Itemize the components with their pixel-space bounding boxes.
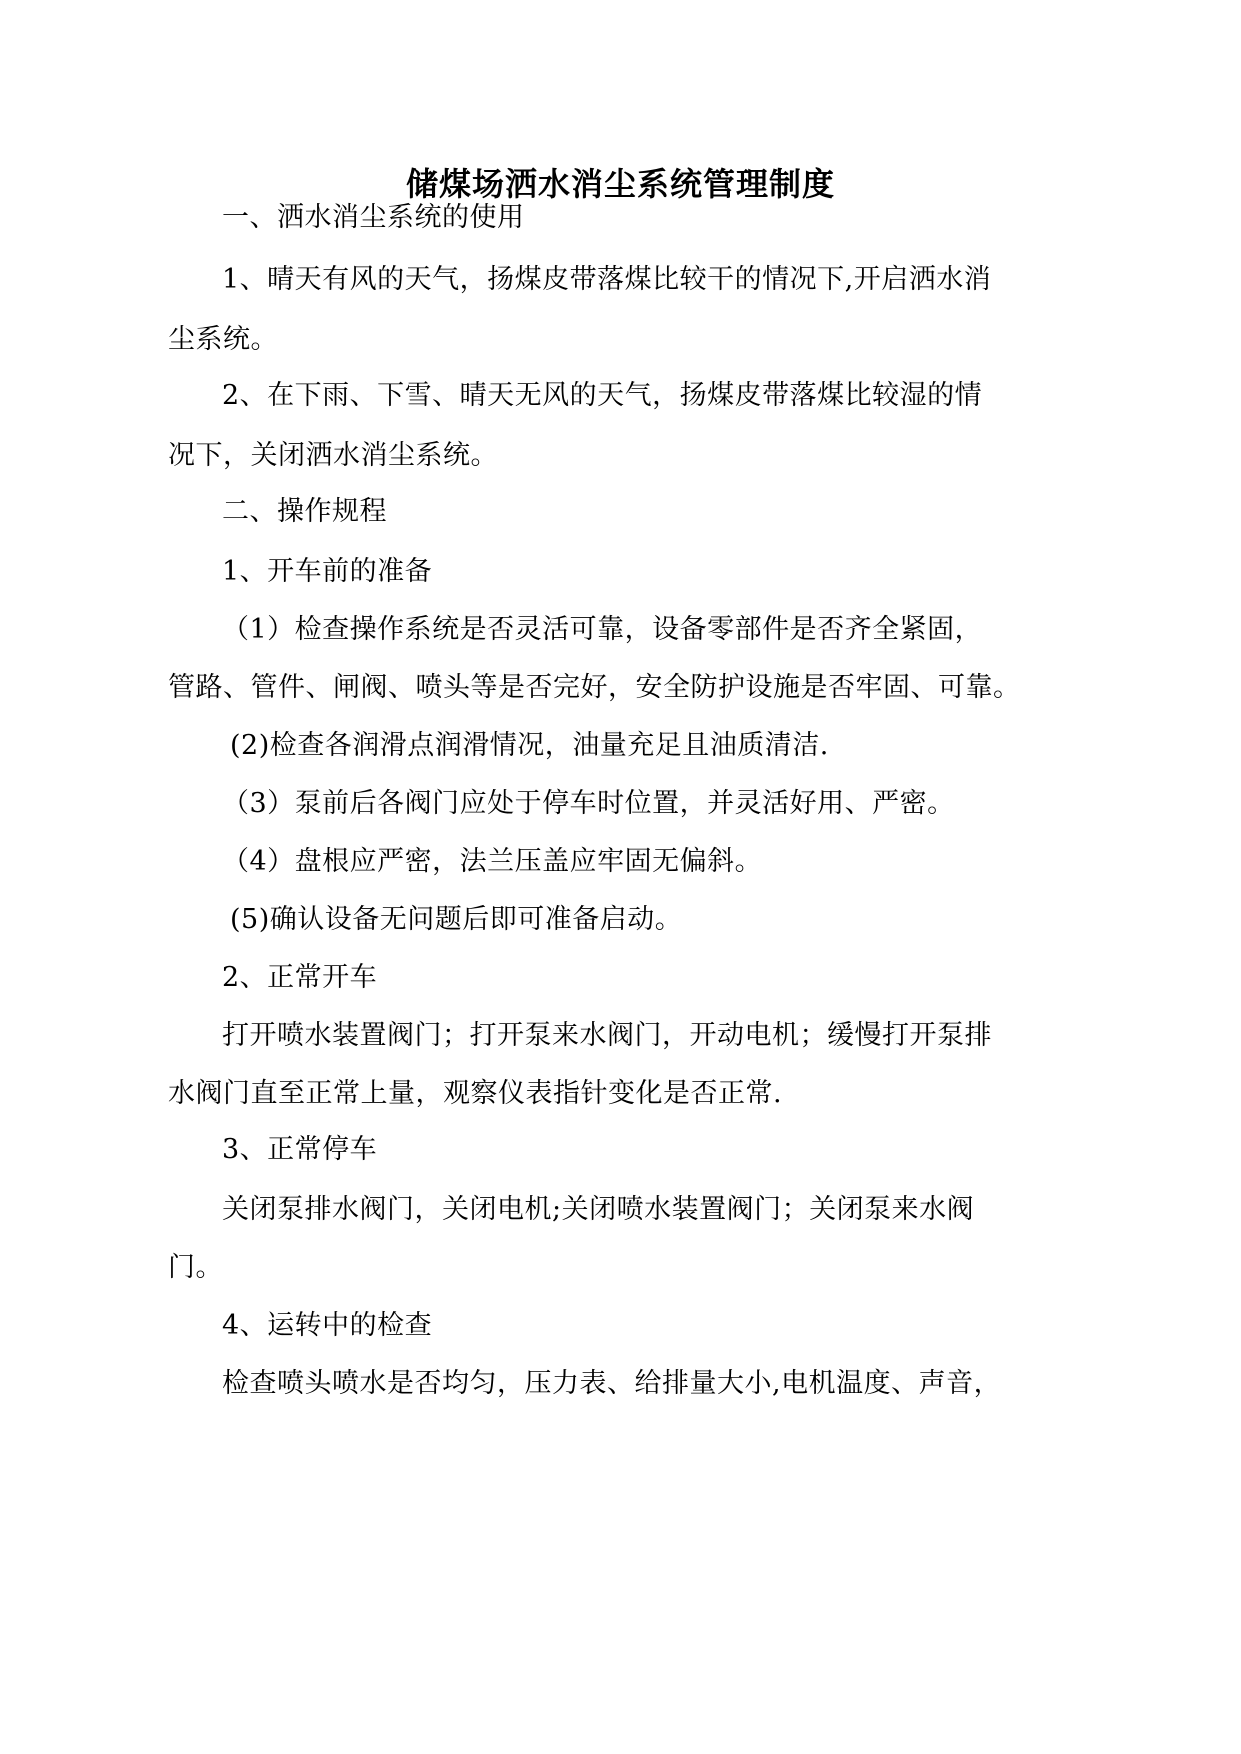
paragraph-line: （3）泵前后各阀门应处于停车时位置，并灵活好用、严密。	[222, 788, 955, 819]
paragraph-line: 检查喷头喷水是否均匀，压力表、给排量大小,电机温度、声音，	[222, 1368, 1002, 1399]
paragraph-line: 打开喷水装置阀门；打开泵来水阀门，开动电机；缓慢打开泵排	[222, 1020, 992, 1051]
subsection-heading: 4、运转中的检查	[222, 1310, 433, 1341]
paragraph-line: 况下，关闭洒水消尘系统。	[168, 440, 498, 471]
paragraph-line: （1）检查操作系统是否灵活可靠，设备零部件是否齐全紧固，	[222, 614, 983, 645]
paragraph-line: 尘系统。	[168, 324, 278, 355]
paragraph-line: (2)检查各润滑点润滑情况，油量充足且油质清洁.	[230, 730, 829, 761]
document-title: 储煤场洒水消尘系统管理制度	[405, 165, 835, 203]
paragraph-line: 管路、管件、闸阀、喷头等是否完好，安全防护设施是否牢固、可靠。	[168, 672, 1021, 703]
section-heading-usage: 一、洒水消尘系统的使用	[222, 202, 525, 233]
subsection-heading: 3、正常停车	[222, 1134, 378, 1165]
subsection-heading: 2、正常开车	[222, 962, 378, 993]
paragraph-line: 1、晴天有风的天气，扬煤皮带落煤比较干的情况下,开启洒水消	[222, 264, 992, 295]
paragraph-line: 门。	[168, 1252, 223, 1283]
paragraph-line: 关闭泵排水阀门，关闭电机;关闭喷水装置阀门；关闭泵来水阀	[222, 1194, 975, 1225]
section-heading-operation: 二、操作规程	[222, 496, 387, 527]
paragraph-line: 水阀门直至正常上量，观察仪表指针变化是否正常.	[168, 1078, 783, 1109]
subsection-heading: 1、开车前的准备	[222, 556, 433, 587]
paragraph-line: (5)确认设备无问题后即可准备启动。	[230, 904, 683, 935]
paragraph-line: 2、在下雨、下雪、晴天无风的天气，扬煤皮带落煤比较湿的情	[222, 380, 983, 411]
paragraph-line: （4）盘根应严密，法兰压盖应牢固无偏斜。	[222, 846, 763, 877]
